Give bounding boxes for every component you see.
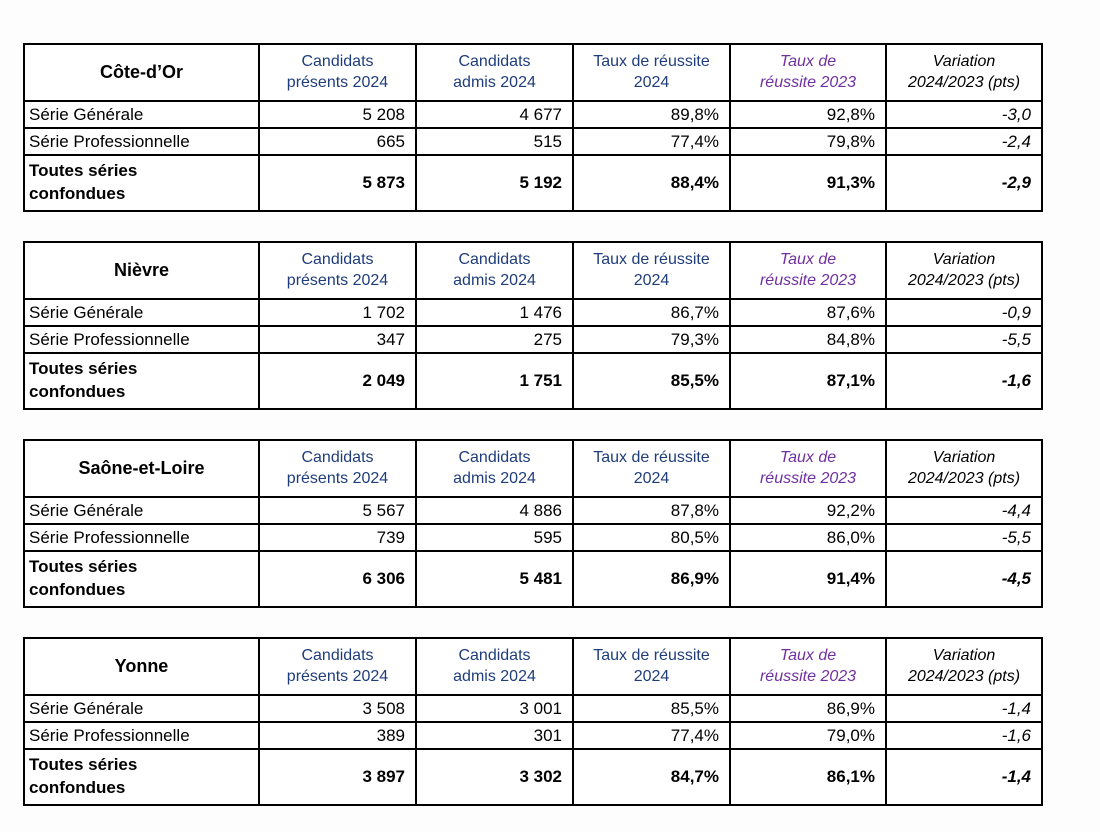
col-header-line: Taux de [779,53,837,71]
table-row-serie-generale [24,101,1042,128]
col-header-line: Variation [932,449,996,467]
table-row-serie-professionnelle [24,722,1042,749]
row-label: Série Professionnelle [24,326,259,353]
col-header-line: Taux de [779,647,837,665]
table-row-total [24,155,1042,211]
table-row-total [24,749,1042,805]
row-label: Série Générale [24,695,259,722]
col-header-admis [416,440,573,497]
results-table-yonne [23,637,1043,806]
cell-admis: 515 [416,128,573,155]
col-header-taux-2023 [730,440,886,497]
table-header-row [24,242,1042,299]
row-label: Série Professionnelle [24,128,259,155]
col-header-variation [886,44,1042,101]
row-label: Série Générale [24,101,259,128]
cell-taux-2024: 77,4% [573,722,730,749]
cell-admis: 5 481 [416,551,573,607]
cell-variation: -1,4 [886,695,1042,722]
cell-presents: 389 [259,722,416,749]
col-header-line: Taux de réussite [593,449,710,467]
cell-presents: 5 567 [259,497,416,524]
cell-taux-2023: 79,8% [730,128,886,155]
cell-admis: 4 677 [416,101,573,128]
row-label-line: Toutes séries [29,359,138,379]
cell-variation: -0,9 [886,299,1042,326]
cell-taux-2023: 91,3% [730,155,886,211]
col-header-line: réussite 2023 [759,469,857,487]
col-header-taux-2023 [730,638,886,695]
cell-presents: 3 897 [259,749,416,805]
col-header-presents [259,638,416,695]
col-header-line: réussite 2023 [759,271,857,289]
col-header-taux-2024 [573,242,730,299]
row-label: Série Professionnelle [24,524,259,551]
cell-presents: 2 049 [259,353,416,409]
row-label-line: confondues [29,778,126,797]
cell-presents: 3 508 [259,695,416,722]
col-header-line: présents 2024 [286,469,389,487]
col-header-presents [259,44,416,101]
col-header-taux-2024 [573,440,730,497]
row-label: Série Générale [24,299,259,326]
col-header-line: 2024 [633,73,670,91]
col-header-line: Variation [932,53,996,71]
cell-variation: -1,6 [886,722,1042,749]
col-header-line: présents 2024 [286,73,389,91]
col-header-line: Candidats [301,449,374,467]
row-label-line: Toutes séries [29,557,138,577]
col-header-line: admis 2024 [453,271,536,289]
cell-taux-2023: 87,1% [730,353,886,409]
row-label-line: confondues [29,184,126,203]
table-row-total [24,353,1042,409]
cell-variation: -2,9 [886,155,1042,211]
table-header-row [24,44,1042,101]
row-label-total [24,749,259,805]
cell-presents: 6 306 [259,551,416,607]
table-row-serie-generale [24,299,1042,326]
cell-taux-2023: 86,1% [730,749,886,805]
department-title: Yonne [24,638,259,695]
cell-admis: 301 [416,722,573,749]
col-header-line: Taux de réussite [593,53,710,71]
col-header-line: Candidats [301,53,374,71]
cell-taux-2024: 80,5% [573,524,730,551]
col-header-line: admis 2024 [453,73,536,91]
table-row-serie-generale [24,695,1042,722]
cell-taux-2024: 85,5% [573,695,730,722]
col-header-line: réussite 2023 [759,73,857,91]
col-header-line: 2024/2023 (pts) [907,271,1021,289]
col-header-taux-2023 [730,242,886,299]
row-label-total [24,155,259,211]
col-header-taux-2024 [573,638,730,695]
row-label-line: Toutes séries [29,755,138,775]
cell-variation: -1,6 [886,353,1042,409]
row-label-total [24,551,259,607]
cell-taux-2024: 84,7% [573,749,730,805]
cell-presents: 1 702 [259,299,416,326]
cell-admis: 1 751 [416,353,573,409]
cell-taux-2024: 87,8% [573,497,730,524]
table-row-serie-generale [24,497,1042,524]
col-header-line: Candidats [458,449,531,467]
cell-admis: 5 192 [416,155,573,211]
cell-taux-2023: 91,4% [730,551,886,607]
row-label-line: confondues [29,382,126,401]
col-header-admis [416,242,573,299]
table-row-serie-professionnelle [24,326,1042,353]
col-header-line: Candidats [458,647,531,665]
col-header-line: Candidats [301,647,374,665]
results-table-saone-et-loire [23,439,1043,608]
row-label: Série Professionnelle [24,722,259,749]
col-header-line: Candidats [458,251,531,269]
col-header-line: présents 2024 [286,271,389,289]
cell-taux-2023: 79,0% [730,722,886,749]
row-label: Série Générale [24,497,259,524]
col-header-presents [259,440,416,497]
col-header-line: Candidats [301,251,374,269]
cell-presents: 665 [259,128,416,155]
cell-taux-2023: 87,6% [730,299,886,326]
col-header-variation [886,638,1042,695]
table-row-serie-professionnelle [24,128,1042,155]
table-header-row [24,440,1042,497]
col-header-line: Variation [932,251,996,269]
cell-taux-2023: 84,8% [730,326,886,353]
department-title: Saône-et-Loire [24,440,259,497]
row-label-line: Toutes séries [29,161,138,181]
col-header-line: présents 2024 [286,667,389,685]
col-header-admis [416,44,573,101]
col-header-line: Taux de réussite [593,647,710,665]
department-title: Nièvre [24,242,259,299]
department-title: Côte-d’Or [24,44,259,101]
cell-taux-2024: 86,9% [573,551,730,607]
cell-presents: 739 [259,524,416,551]
col-header-line: 2024/2023 (pts) [907,469,1021,487]
col-header-presents [259,242,416,299]
cell-variation: -3,0 [886,101,1042,128]
cell-admis: 1 476 [416,299,573,326]
cell-presents: 5 208 [259,101,416,128]
cell-admis: 595 [416,524,573,551]
cell-admis: 3 001 [416,695,573,722]
col-header-line: 2024 [633,667,670,685]
cell-admis: 4 886 [416,497,573,524]
cell-variation: -2,4 [886,128,1042,155]
col-header-taux-2024 [573,44,730,101]
results-table-cote-dor [23,43,1043,212]
col-header-line: Candidats [458,53,531,71]
cell-taux-2023: 86,0% [730,524,886,551]
cell-taux-2024: 88,4% [573,155,730,211]
cell-taux-2024: 89,8% [573,101,730,128]
col-header-variation [886,440,1042,497]
table-header-row [24,638,1042,695]
cell-variation: -5,5 [886,326,1042,353]
col-header-line: Variation [932,647,996,665]
col-header-taux-2023 [730,44,886,101]
col-header-line: Taux de réussite [593,251,710,269]
row-label-total [24,353,259,409]
cell-variation: -4,4 [886,497,1042,524]
col-header-variation [886,242,1042,299]
results-table-nievre [23,241,1043,410]
col-header-admis [416,638,573,695]
col-header-line: admis 2024 [453,667,536,685]
col-header-line: Taux de [779,251,837,269]
cell-taux-2024: 79,3% [573,326,730,353]
cell-presents: 5 873 [259,155,416,211]
cell-taux-2023: 92,2% [730,497,886,524]
cell-admis: 275 [416,326,573,353]
cell-taux-2024: 85,5% [573,353,730,409]
cell-taux-2023: 86,9% [730,695,886,722]
col-header-line: réussite 2023 [759,667,857,685]
cell-taux-2023: 92,8% [730,101,886,128]
cell-variation: -4,5 [886,551,1042,607]
col-header-line: 2024 [633,271,670,289]
col-header-line: admis 2024 [453,469,536,487]
table-row-total [24,551,1042,607]
cell-variation: -5,5 [886,524,1042,551]
table-row-serie-professionnelle [24,524,1042,551]
cell-taux-2024: 86,7% [573,299,730,326]
cell-variation: -1,4 [886,749,1042,805]
col-header-line: 2024/2023 (pts) [907,73,1021,91]
col-header-line: 2024 [633,469,670,487]
col-header-line: Taux de [779,449,837,467]
col-header-line: 2024/2023 (pts) [907,667,1021,685]
row-label-line: confondues [29,580,126,599]
cell-presents: 347 [259,326,416,353]
cell-admis: 3 302 [416,749,573,805]
cell-taux-2024: 77,4% [573,128,730,155]
